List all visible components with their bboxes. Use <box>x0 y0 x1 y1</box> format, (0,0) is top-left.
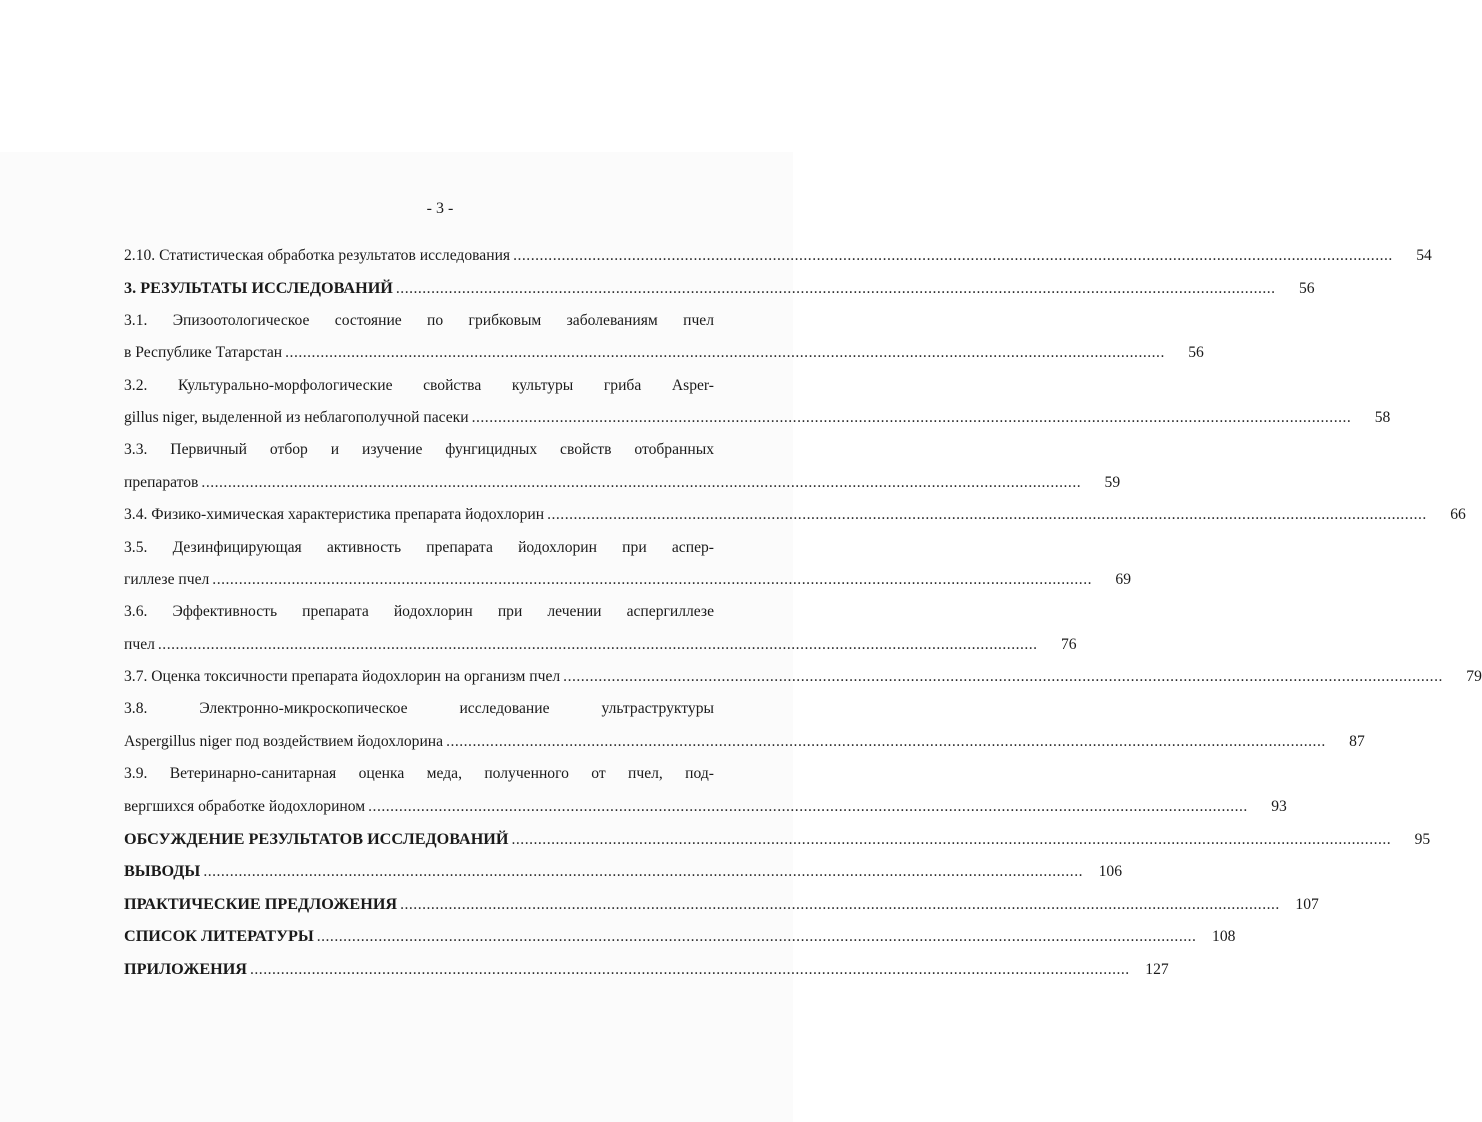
toc-entry-3-9-line2[interactable] <box>124 791 1287 823</box>
toc-entry-3-8-line1[interactable] <box>124 693 714 725</box>
dot-leader <box>200 856 1086 888</box>
dot-leader <box>155 629 1041 661</box>
toc-entry-3-2-line2[interactable] <box>124 402 1391 434</box>
toc-entry-3-6-line2[interactable] <box>124 629 1077 661</box>
toc-entry-recommendations[interactable] <box>124 888 1319 920</box>
toc-page-number: 56 <box>1188 344 1204 362</box>
toc-entry-title: Aspergillus niger под воздействием йодохлорина <box>124 732 444 750</box>
toc-entry-title: 3.1. Эпизоотологическое состояние по грибковым заболеваниям пчел <box>124 311 714 329</box>
toc-entry-conclusions[interactable] <box>124 855 1122 887</box>
toc-entry-title: в Республике Татарстан <box>124 344 283 362</box>
page-number: - 3 - <box>426 200 454 217</box>
toc-page-number: 95 <box>1414 831 1431 849</box>
toc-entry-title: gillus niger, выделенной из неблагополучной пасеки <box>124 408 469 426</box>
toc-entry-title: 3.6. Эффективность препарата йодохлорин при лечении аспергиллезе <box>124 603 714 621</box>
toc-page-number: 58 <box>1374 408 1391 426</box>
dot-leader <box>510 240 1396 272</box>
toc-entry-title: 3.3. Первичный отбор и изучение фунгицидных свойств отобранных <box>124 441 714 459</box>
toc-entry-title: 3.2. Культурально-морфологические свойства культуры гриба Asper- <box>124 376 714 394</box>
dot-leader <box>469 402 1355 434</box>
toc-entry-title: 3.5. Дезинфицирующая активность препарата йодохлорин при аспер- <box>124 538 714 556</box>
toc-page-number: 69 <box>1115 570 1131 588</box>
toc-entry-title: 2.10. Статистическая обработка результатов исследования <box>124 247 511 264</box>
toc-entry-title: СПИСОК ЛИТЕРАТУРЫ <box>124 927 314 946</box>
toc-entry-title: 3.9. Ветеринарно-санитарная оценка меда, полученного от пчел, под- <box>124 765 714 783</box>
toc-page-number: 87 <box>1349 732 1365 750</box>
toc-page-number: 54 <box>1416 247 1432 264</box>
dot-leader <box>247 954 1133 986</box>
toc-entry-title: ОБСУЖДЕНИЕ РЕЗУЛЬТАТОВ ИССЛЕДОВАНИЙ <box>124 830 509 849</box>
dot-leader <box>393 273 1279 305</box>
toc-entry-appendices[interactable] <box>124 953 1169 985</box>
toc-page-number: 59 <box>1104 473 1121 491</box>
toc-page-number: 79 <box>1466 668 1482 686</box>
toc-entry-3-8-line2[interactable] <box>124 726 1365 758</box>
dot-leader <box>544 499 1430 531</box>
toc-page-number: 108 <box>1212 928 1236 946</box>
table-of-contents <box>124 240 1482 985</box>
toc-page-number: 93 <box>1271 797 1287 815</box>
toc-entry-3-6-line1[interactable] <box>124 596 714 628</box>
toc-entry-3-7[interactable] <box>124 661 1482 693</box>
toc-entry-3-1-line1[interactable] <box>124 305 714 337</box>
dot-leader <box>397 889 1283 921</box>
toc-entry-3-2-line1[interactable] <box>124 370 714 402</box>
toc-entry-title: ВЫВОДЫ <box>124 862 201 881</box>
dot-leader <box>314 921 1200 953</box>
dot-leader <box>560 661 1446 693</box>
dot-leader <box>443 726 1329 758</box>
toc-entry-title: ПРИЛОЖЕНИЯ <box>124 959 247 978</box>
toc-page-number: 106 <box>1098 863 1122 881</box>
toc-entry-title: гиллезе пчел <box>124 570 210 588</box>
toc-entry-2-10[interactable] <box>124 240 1432 272</box>
toc-entry-title: 3.8. Электронно-микроскопическое исследование ультраструктуры <box>124 700 714 718</box>
toc-page-number: 76 <box>1060 635 1077 653</box>
toc-entry-3-5-line1[interactable] <box>124 532 714 564</box>
toc-entry-3[interactable] <box>124 272 1315 304</box>
dot-leader <box>509 824 1395 856</box>
toc-entry-3-1-line2[interactable] <box>124 337 1204 369</box>
toc-page-number: 107 <box>1295 895 1319 913</box>
toc-entry-3-3-line2[interactable] <box>124 467 1121 499</box>
toc-entry-title: препаратов <box>124 473 199 491</box>
toc-entry-title: 3. РЕЗУЛЬТАТЫ ИССЛЕДОВАНИЙ <box>124 279 393 298</box>
toc-entry-3-4[interactable] <box>124 499 1466 531</box>
dot-leader <box>282 337 1168 369</box>
toc-page-number: 56 <box>1298 280 1315 298</box>
toc-entry-title: пчел <box>124 635 155 653</box>
dot-leader <box>198 467 1084 499</box>
toc-entry-title: 3.4. Физико-химическая характеристика препарата йодохлорин <box>124 506 545 524</box>
toc-page-number: 127 <box>1145 960 1169 978</box>
toc-entry-3-5-line2[interactable] <box>124 564 1131 596</box>
toc-entry-title: вергшихся обработке йодохлорином <box>124 797 366 815</box>
toc-page-number: 66 <box>1450 506 1466 524</box>
toc-entry-discussion[interactable] <box>124 823 1431 855</box>
toc-entry-3-3-line1[interactable] <box>124 434 714 466</box>
dot-leader <box>209 564 1095 596</box>
toc-entry-title: ПРАКТИЧЕСКИЕ ПРЕДЛОЖЕНИЯ <box>124 894 398 913</box>
toc-entry-references[interactable] <box>124 920 1236 952</box>
toc-entry-3-9-line1[interactable] <box>124 758 714 790</box>
toc-entry-title: 3.7. Оценка токсичности препарата йодохлорин на организм пчел <box>124 668 561 686</box>
dot-leader <box>365 791 1251 823</box>
